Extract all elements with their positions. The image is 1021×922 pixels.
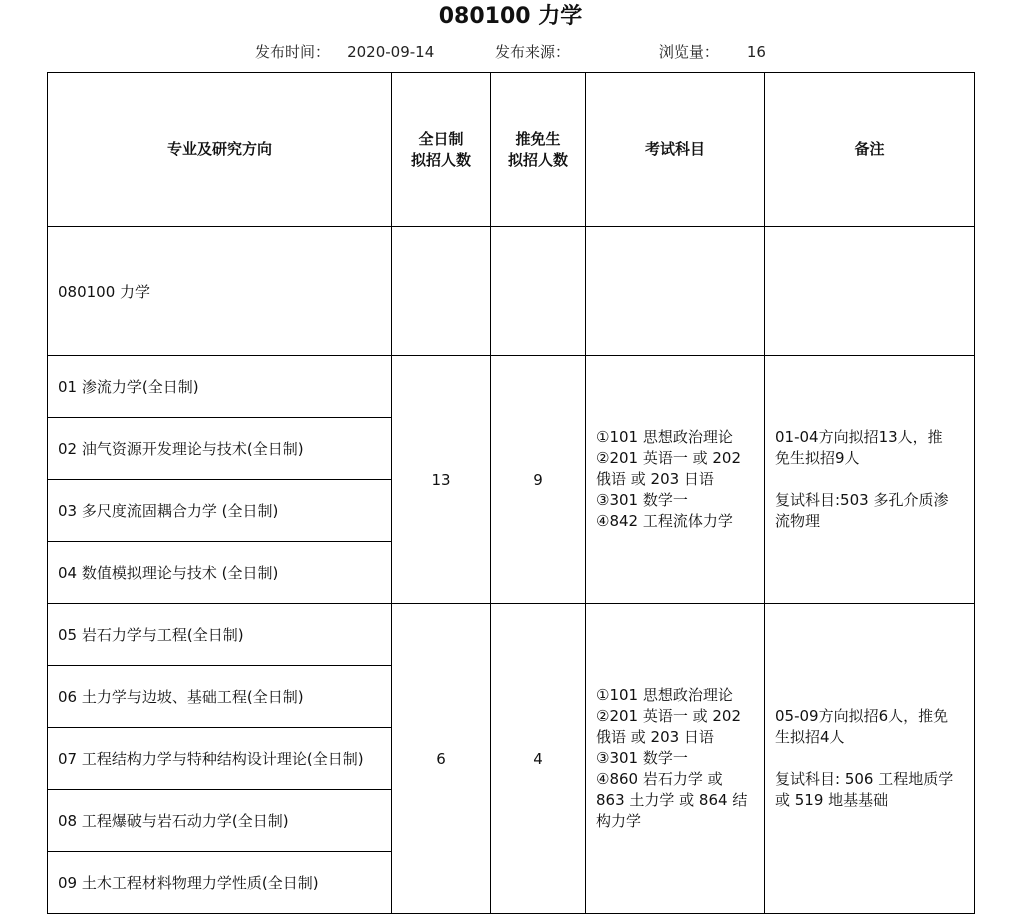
table-row — [48, 356, 975, 418]
direction-name: 08 工程爆破与岩石动力学(全日制) — [48, 790, 392, 852]
remarks: 05-09方向拟招6人，推免 生拟招4人 复试科目: 506 工程地质学 或 519 地基基础 — [765, 604, 975, 914]
direction-name: 03 多尺度流固耦合力学 (全日制) — [48, 480, 392, 542]
fulltime-count: 13 — [392, 356, 491, 604]
admissions-table — [47, 72, 975, 914]
direction-name: 04 数值模拟理论与技术 (全日制) — [48, 542, 392, 604]
header-subjects: 考试科目 — [586, 73, 765, 227]
direction-name: 07 工程结构力学与特种结构设计理论(全日制) — [48, 728, 392, 790]
table-row — [48, 604, 975, 666]
empty-cell — [491, 227, 586, 356]
direction-name: 09 土木工程材料物理力学性质(全日制) — [48, 852, 392, 914]
header-fulltime: 全日制 拟招人数 — [392, 73, 491, 227]
exempt-count: 9 — [491, 356, 586, 604]
empty-cell — [586, 227, 765, 356]
remarks: 01-04方向拟招13人，推 免生拟招9人 复试科目:503 多孔介质渗 流物理 — [765, 356, 975, 604]
direction-name: 01 渗流力学(全日制) — [48, 356, 392, 418]
header-exempt: 推免生 拟招人数 — [491, 73, 586, 227]
header-row — [48, 73, 975, 227]
article-meta — [0, 42, 1021, 62]
view-count: 浏览量： 16 — [658, 43, 766, 61]
header-major: 专业及研究方向 — [48, 73, 392, 227]
direction-name: 05 岩石力学与工程(全日制) — [48, 604, 392, 666]
discipline-name: 080100 力学 — [48, 227, 392, 356]
exam-subjects: ①101 思想政治理论 ②201 英语一 或 202 俄语 或 203 日语 ③301 数学一 ④842 工程流体力学 — [586, 356, 765, 604]
publish-source: 发布来源： — [495, 43, 571, 61]
exam-subjects: ①101 思想政治理论 ②201 英语一 或 202 俄语 或 203 日语 ③301 数学一 ④860 岩石力学 或 863 土力学 或 864 结 构力学 — [586, 604, 765, 914]
fulltime-count: 6 — [392, 604, 491, 914]
discipline-row — [48, 227, 975, 356]
page-title: 080100 力学 — [438, 4, 583, 29]
empty-cell — [392, 227, 491, 356]
direction-name: 06 土力学与边坡、基础工程(全日制) — [48, 666, 392, 728]
exempt-count: 4 — [491, 604, 586, 914]
direction-name: 02 油气资源开发理论与技术(全日制) — [48, 418, 392, 480]
header-notes: 备注 — [765, 73, 975, 227]
empty-cell — [765, 227, 975, 356]
publish-time: 发布时间： 2020-09-14 — [255, 43, 435, 61]
